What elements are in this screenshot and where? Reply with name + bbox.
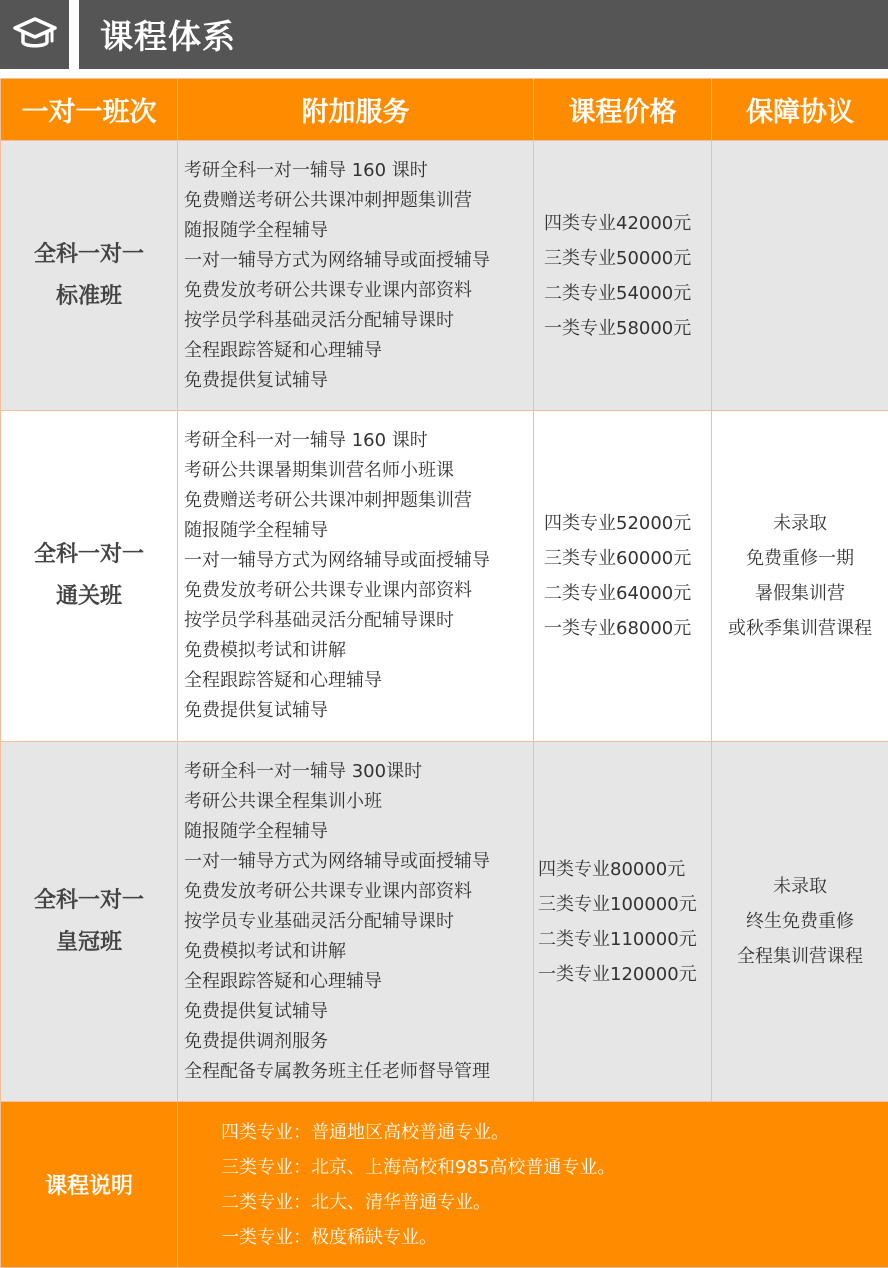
guarantee-item: 暑假集训营 (755, 583, 845, 604)
guarantee-item: 未录取 (773, 876, 827, 897)
service-item: 一对一辅导方式为网络辅导或面授辅导 (184, 550, 490, 571)
course-table (0, 78, 888, 1268)
column-header-price: 课程价格 (534, 79, 712, 141)
price-item: 一类专业58000元 (544, 317, 692, 339)
class-name-line: 通关班 (55, 584, 122, 609)
column-header-class: 一对一班次 (1, 79, 178, 141)
services-cell (178, 141, 534, 411)
price-item: 一类专业68000元 (544, 618, 692, 639)
service-item: 一对一辅导方式为网络辅导或面授辅导 (184, 850, 490, 872)
guarantee-item: 未录取 (773, 513, 827, 534)
service-item: 免费赠送考研公共课冲刺押题集训营 (184, 189, 472, 211)
course-note-content (178, 1102, 888, 1268)
course-note-row (1, 1102, 888, 1268)
price-item: 二类专业54000元 (544, 282, 692, 304)
service-item: 考研公共课暑期集训营名师小班课 (184, 460, 454, 481)
column-header-guarantee: 保障协议 (712, 79, 888, 141)
service-item: 免费提供调剂服务 (184, 1030, 328, 1052)
table-header-row (1, 79, 888, 141)
course-note-label: 课程说明 (1, 1102, 178, 1268)
service-item: 全程配备专属教务班主任老师督导管理 (184, 1060, 490, 1082)
price-item: 四类专业80000元 (538, 858, 686, 880)
price-cell (534, 742, 712, 1102)
service-item: 免费发放考研公共课专业课内部资料 (184, 880, 472, 902)
course-note-line: 三类专业：北京、上海高校和985高校普通专业。 (221, 1156, 616, 1178)
price-cell (534, 141, 712, 411)
guarantee-item: 终生免费重修 (746, 911, 854, 932)
service-item: 免费提供复试辅导 (184, 369, 328, 391)
service-item: 免费提供复试辅导 (184, 700, 328, 721)
service-item: 免费模拟考试和讲解 (184, 640, 346, 661)
service-item: 免费模拟考试和讲解 (184, 940, 346, 962)
service-item: 免费提供复试辅导 (184, 1000, 328, 1022)
table-row (1, 742, 888, 1102)
price-item: 三类专业50000元 (544, 247, 692, 269)
price-cell (534, 411, 712, 742)
service-item: 全程跟踪答疑和心理辅导 (184, 339, 382, 361)
graduation-cap-icon (12, 15, 58, 55)
service-item: 按学员专业基础灵活分配辅导课时 (184, 910, 454, 932)
service-item: 免费赠送考研公共课冲刺押题集训营 (184, 490, 472, 511)
service-item: 按学员学科基础灵活分配辅导课时 (184, 309, 454, 331)
service-item: 考研全科一对一辅导 160 课时 (184, 430, 428, 451)
course-note-line: 一类专业：极度稀缺专业。 (221, 1226, 437, 1248)
class-name-cell (1, 141, 178, 411)
service-item: 免费发放考研公共课专业课内部资料 (184, 279, 472, 301)
guarantee-cell (712, 141, 888, 411)
service-item: 一对一辅导方式为网络辅导或面授辅导 (184, 249, 490, 271)
header-title-bar (79, 0, 888, 69)
price-item: 四类专业52000元 (544, 513, 692, 534)
class-name-cell (1, 411, 178, 742)
service-item: 随报随学全程辅导 (184, 520, 328, 541)
class-name-line: 全科一对一 (33, 542, 144, 567)
guarantee-cell (712, 742, 888, 1102)
service-item: 随报随学全程辅导 (184, 219, 328, 241)
page-header (0, 0, 888, 69)
service-item: 全程跟踪答疑和心理辅导 (184, 970, 382, 992)
service-item: 考研全科一对一辅导 300课时 (184, 760, 423, 782)
services-cell (178, 411, 534, 742)
price-item: 三类专业100000元 (538, 893, 697, 915)
course-note-line: 二类专业：北大、清华普通专业。 (221, 1191, 491, 1213)
service-item: 随报随学全程辅导 (184, 820, 328, 842)
service-item: 免费发放考研公共课专业课内部资料 (184, 580, 472, 601)
service-item: 按学员学科基础灵活分配辅导课时 (184, 610, 454, 631)
course-note-line: 四类专业：普通地区高校普通专业。 (221, 1121, 509, 1143)
class-name-line: 皇冠班 (55, 929, 122, 955)
guarantee-item: 免费重修一期 (746, 548, 854, 569)
column-header-services: 附加服务 (178, 79, 534, 141)
price-item: 四类专业42000元 (544, 212, 692, 234)
table-row (1, 141, 888, 411)
class-name-cell (1, 742, 178, 1102)
price-item: 二类专业64000元 (544, 583, 692, 604)
service-item: 全程跟踪答疑和心理辅导 (184, 670, 382, 691)
class-name-line: 标准班 (55, 283, 122, 309)
price-item: 三类专业60000元 (544, 548, 692, 569)
page-title: 课程体系 (100, 17, 236, 56)
class-name-line: 全科一对一 (33, 887, 144, 913)
services-cell (178, 742, 534, 1102)
guarantee-item: 或秋季集训营课程 (728, 618, 872, 639)
class-name-line: 全科一对一 (33, 241, 144, 267)
guarantee-item: 全程集训营课程 (737, 946, 863, 967)
guarantee-cell (712, 411, 888, 742)
table-row (1, 411, 888, 742)
price-item: 一类专业120000元 (538, 963, 697, 985)
service-item: 考研全科一对一辅导 160 课时 (184, 159, 428, 181)
price-item: 二类专业110000元 (538, 928, 697, 950)
service-item: 考研公共课全程集训小班 (184, 790, 382, 812)
header-icon-box (0, 0, 69, 69)
